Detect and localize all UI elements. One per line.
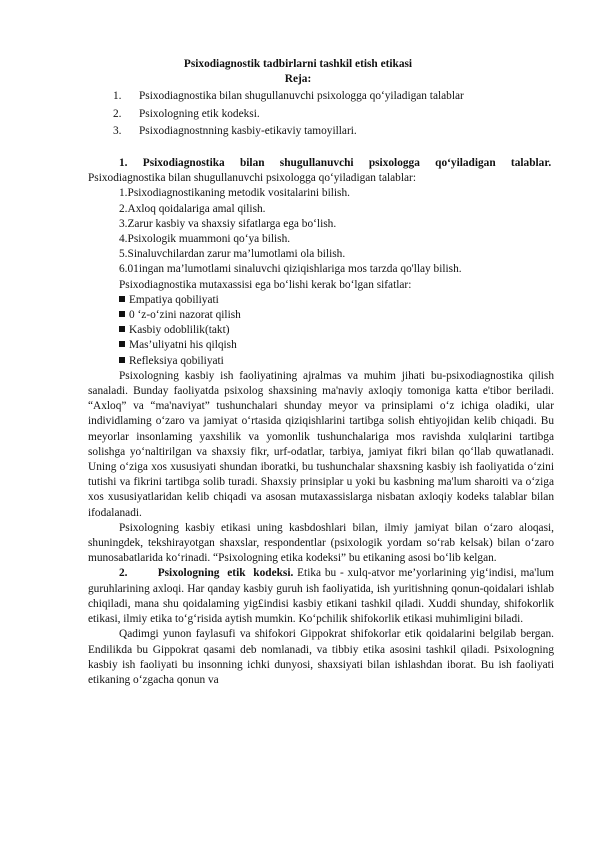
section1-heading-paragraph xyxy=(88,156,554,186)
section1-paragraph-1: Psixologning kasbiy ish faoliyatining ajralmas va muhim jihati bu-psixodiagnostika qilish sanaladi. Bunday faoliyatda psixolog shaxsining ma'naviy axloqiy tomoniga katta e'tibor beriladi. “Axloq” va “ma'naviyat” tushunchalari shunday meyor va prinsiplami o‘z ichiga oladiki, ular individlaming o‘zaro va jamiyat o‘rtasida qiziqishlarini tartibga solish ehtiyojidan kelib chiqadi. Bu meyorlar insonlaming yaxshilik va yomonlik tushunchalariga mos ravishda xulqlarini tartibga solishga yo‘naltirilgan va shaxsiy fikr, urf-odatlar, tarbiya, jamiyat fikri bilan qo‘llab quwatlanadi. Uning o‘ziga xos xususiyati shundan iboratki, bu tushunchalar shaxsning kasbiy ish faoliyatida o‘zini tutishi va fikrini tartibga solib turadi. Shaxsiy prinsiplar u yoki bu kasbning ma'lum sharoiti va o‘ziga xos xususiyatlaridan kelib chiqadi va asosan mutaxassislarga nisbatan axloqiy kodeks talablar bilan ifodalanadi. xyxy=(88,369,554,519)
square-bullet-icon xyxy=(119,357,125,363)
quality-item: Empatiya qobiliyati xyxy=(119,293,554,308)
section2-heading: Psixologning etik kodeksi. xyxy=(157,567,294,580)
section2-paragraph-1: 2. Psixologning etik kodeksi. Etika bu - xulq-atvor me’yorlarining yig‘indisi, ma'lum guruhlarining axloqi. Har qanday kasbiy guruh ish faoliyatida, ish yuritishning qonun-qoidalari ishlab chiqiladi, mana shu qoidalaming yig£indisi kasbiy etikani tashkil qiladi. Xuddi shunday, shifokorlik etikasi, ilmiy etika to‘g‘risida aytish mumkin. Ko‘pchilik shifokorlik etikasi muhimligini biladi. xyxy=(88,567,554,626)
plan-item: 2. Psixologning etik kodeksi. xyxy=(113,107,260,120)
qualities-intro: Psixodiagnostika mutaxassisi ega bo‘lishi kerak bo‘lgan sifatlar: xyxy=(119,278,412,291)
plan-item: 1. Psixodiagnostika bilan shugullanuvchi psixologga qo‘yiladigan talablar xyxy=(113,90,464,102)
requirement-item: 5.Sinaluvchilardan zarur ma’lumotlami ola bilish. xyxy=(119,248,346,261)
section1-heading: 1. Psixodiagnostika bilan shugullanuvchi psixologga qo‘yiladigan talablar. xyxy=(119,157,552,169)
requirement-item: 3.Zarur kasbiy va shaxsiy sifatlarga ega bo‘lish. xyxy=(119,217,337,230)
square-bullet-icon xyxy=(119,296,125,302)
square-bullet-icon xyxy=(119,311,125,317)
requirement-item: 1.Psixodiagnostikaning metodik vositalarini bilish. xyxy=(119,187,350,200)
quality-item: Mas’uliyatni his qilqish xyxy=(119,338,554,353)
plan-item: 3. Psixodiagnostnning kasbiy-etikaviy tamoyillari. xyxy=(113,125,357,137)
document-title: Psixodiagnostik tadbirlarni tashkil etish etikasi xyxy=(183,58,413,70)
plan-list xyxy=(113,89,553,142)
requirement-item: 4.Psixologik muammoni qo‘ya bilish. xyxy=(119,233,291,246)
quality-item: Kasbiy odoblilik(takt) xyxy=(119,323,554,338)
quality-item: Refleksiya qobiliyati xyxy=(119,354,554,369)
requirements-list xyxy=(88,186,554,368)
section1-intro: Psixodiagnostika bilan shugullanuvchi psixologga qo‘yiladigan talablar: xyxy=(88,172,416,185)
section1-paragraph-2: Psixologning kasbiy etikasi uning kasbdoshlari bilan, ilmiy jamiyat bilan o‘zaro aloqasi, shuningdek, tekshirayotgan shaxslar, respondentlar (psixologik yordam so‘rab kelsak) bilan o‘zaro munosabatlarida ko‘rinadi. “Psixologning etika kodeksi” bu etikaning asosi bo‘lib kelgan. xyxy=(88,521,554,565)
section2-heading-number: 2. xyxy=(119,567,128,580)
plan-heading: Reja: xyxy=(284,73,312,85)
document-body xyxy=(88,156,554,688)
section2-paragraph-2: Qadimgi yunon faylasufi va shifokori Gippokrat shifokorlar etik qoidalarini belgilab bergan. Endilikda bu Gippokrat qasami deb nomlanadi, va tibbiy etika asosini tashkil qiladi. Psixologning kasbiy ish faoliyati bu insonning ichki dunyosi, shaxsiyati bilan ishlashdan iborat. Bu ish faoliyati etikaning o‘zgacha qonun va xyxy=(88,628,554,686)
square-bullet-icon xyxy=(119,341,125,347)
requirement-item: 2.Axloq qoidalariga amal qilish. xyxy=(119,202,266,215)
quality-item: 0 ‘z-o‘zini nazorat qilish xyxy=(119,308,554,323)
square-bullet-icon xyxy=(119,326,125,332)
requirement-item: 6.01ingan ma’lumotlami sinaluvchi qiziqishlariga mos tarzda qo'llay bilish. xyxy=(119,263,462,276)
